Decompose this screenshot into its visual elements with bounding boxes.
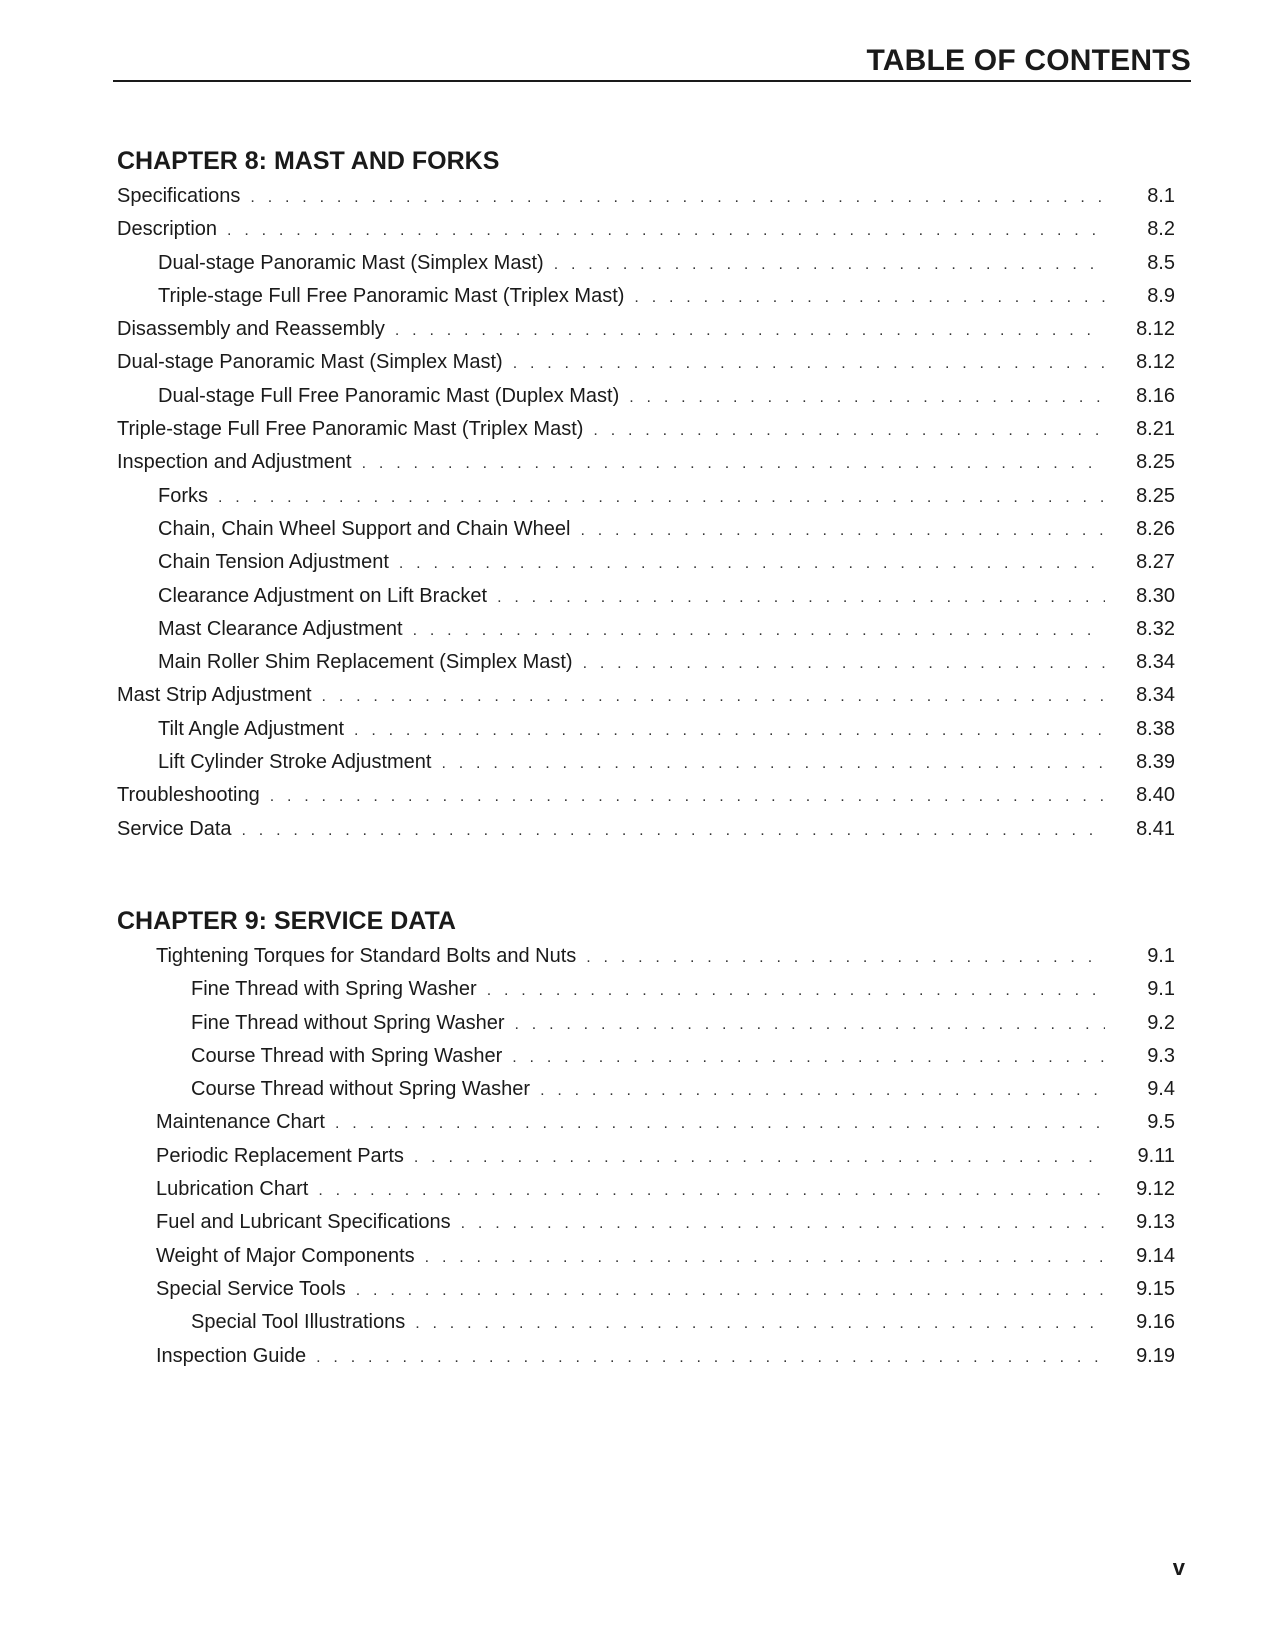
dot-leader xyxy=(362,447,1105,480)
toc-entry-page: 8.21 xyxy=(1136,418,1175,441)
chapter-8-section xyxy=(117,143,1175,846)
toc-entry-label: Inspection Guide xyxy=(156,1344,307,1367)
toc-entry-label: Dual-stage Panoramic Mast (Simplex Mast) xyxy=(117,351,503,374)
toc-entry-label: Chain Tension Adjustment xyxy=(158,551,389,574)
dot-leader xyxy=(497,581,1105,614)
toc-entry-label: Special Service Tools xyxy=(156,1277,346,1300)
toc-entry-fuel-lubricant[interactable] xyxy=(117,1206,1175,1239)
dot-leader xyxy=(218,481,1105,514)
toc-entry-page: 8.16 xyxy=(1136,384,1175,407)
toc-entry-label: Fine Thread with Spring Washer xyxy=(191,978,477,1001)
toc-entry-page: 8.30 xyxy=(1136,584,1175,607)
toc-entry-page: 9.2 xyxy=(1147,1011,1175,1034)
toc-entry-mast-clearance[interactable] xyxy=(117,613,1175,646)
toc-entry-inspection-guide[interactable] xyxy=(117,1340,1175,1373)
dot-leader xyxy=(634,281,1105,314)
toc-entry-lift-cylinder[interactable] xyxy=(117,746,1175,779)
dot-leader xyxy=(425,1241,1105,1274)
dot-leader xyxy=(322,680,1105,713)
toc-entry-label: Periodic Replacement Parts xyxy=(156,1144,404,1167)
toc-entry-maintenance-chart[interactable] xyxy=(117,1106,1175,1139)
toc-entry-page: 9.11 xyxy=(1137,1144,1175,1167)
toc-entry-page: 9.1 xyxy=(1147,978,1175,1001)
toc-entry-page: 9.12 xyxy=(1136,1178,1175,1201)
dot-leader xyxy=(441,747,1105,780)
dot-leader xyxy=(513,347,1105,380)
toc-entry-page: 8.32 xyxy=(1136,617,1175,640)
toc-entry-fine-thread-without-washer[interactable] xyxy=(117,1007,1175,1040)
toc-entry-page: 8.39 xyxy=(1136,751,1175,774)
toc-entry-fine-thread-with-washer[interactable] xyxy=(117,973,1175,1006)
dot-leader xyxy=(487,974,1105,1007)
dot-leader xyxy=(250,181,1105,214)
dot-leader xyxy=(461,1207,1105,1240)
toc-entry-page: 8.38 xyxy=(1136,717,1175,740)
toc-entry-page: 9.19 xyxy=(1136,1344,1175,1367)
toc-entry-page: 8.41 xyxy=(1136,817,1175,840)
toc-entry-page: 8.25 xyxy=(1136,451,1175,474)
chapter-8-toc-list xyxy=(117,180,1175,846)
toc-entry-label: Dual-stage Full Free Panoramic Mast (Duplex Mast) xyxy=(158,384,620,407)
toc-entry-label: Specifications xyxy=(117,185,241,207)
dot-leader xyxy=(316,1341,1105,1374)
dot-leader xyxy=(356,1274,1105,1307)
toc-entry-label: Lubrication Chart xyxy=(156,1178,309,1201)
toc-entry-label: Lift Cylinder Stroke Adjustment xyxy=(158,751,432,774)
toc-entry-label: Fuel and Lubricant Specifications xyxy=(156,1211,451,1234)
toc-entry-label: Special Tool Illustrations xyxy=(191,1311,406,1334)
dot-leader xyxy=(515,1008,1106,1041)
toc-entry-page: 9.3 xyxy=(1147,1044,1175,1067)
toc-entry-label: Clearance Adjustment on Lift Bracket xyxy=(158,584,488,607)
toc-entry-triple-stage-triplex[interactable] xyxy=(117,413,1175,446)
toc-entry-label: Maintenance Chart xyxy=(156,1111,325,1134)
toc-entry-label: Forks xyxy=(158,484,208,507)
toc-entry-dual-stage-duplex[interactable] xyxy=(117,380,1175,413)
toc-entry-label: Triple-stage Full Free Panoramic Mast (Triplex Mast) xyxy=(158,284,625,307)
dot-leader xyxy=(629,381,1105,414)
dot-leader xyxy=(586,941,1105,974)
toc-entry-description[interactable] xyxy=(117,213,1175,246)
page-title: TABLE OF CONTENTS xyxy=(866,44,1191,77)
toc-entry-page: 9.15 xyxy=(1136,1277,1175,1300)
toc-entry-label: Fine Thread without Spring Washer xyxy=(191,1011,505,1034)
chapter-8-title: CHAPTER 8: MAST AND FORKS xyxy=(117,147,500,175)
dot-leader xyxy=(399,547,1105,580)
toc-entry-label: Troubleshooting xyxy=(117,784,260,807)
toc-entry-clearance-lift-bracket[interactable] xyxy=(117,580,1175,613)
toc-entry-course-thread-without-washer[interactable] xyxy=(117,1073,1175,1106)
dot-leader xyxy=(413,614,1105,647)
toc-entry-lubrication-chart[interactable] xyxy=(117,1173,1175,1206)
toc-entry-disassembly-reassembly[interactable] xyxy=(117,313,1175,346)
toc-entry-forks[interactable] xyxy=(117,480,1175,513)
toc-entry-label: Description xyxy=(117,218,218,241)
toc-entry-mast-strip[interactable] xyxy=(117,679,1175,712)
toc-entry-tightening-torques[interactable] xyxy=(117,940,1175,973)
toc-entry-label: Tilt Angle Adjustment xyxy=(158,717,345,740)
dot-leader xyxy=(540,1074,1105,1107)
toc-entry-page: 9.4 xyxy=(1147,1078,1175,1101)
dot-leader xyxy=(242,814,1106,847)
toc-entry-page: 9.13 xyxy=(1136,1211,1175,1234)
toc-entry-specifications[interactable] xyxy=(117,180,1175,213)
toc-entry-page: 8.27 xyxy=(1136,551,1175,574)
chapter-9-title: CHAPTER 9: SERVICE DATA xyxy=(117,907,456,935)
toc-entry-label: Dual-stage Panoramic Mast (Simplex Mast) xyxy=(158,251,544,274)
toc-entry-page: 8.2 xyxy=(1147,218,1175,241)
toc-entry-special-tool-illustrations[interactable] xyxy=(117,1306,1175,1339)
dot-leader xyxy=(583,647,1105,680)
toc-entry-page: 9.5 xyxy=(1147,1111,1175,1134)
toc-entry-label: Chain, Chain Wheel Support and Chain Wheel xyxy=(158,517,571,540)
toc-entry-triple-stage-mast[interactable] xyxy=(117,280,1175,313)
toc-entry-label: Course Thread without Spring Washer xyxy=(191,1078,531,1101)
toc-entry-main-roller-shim[interactable] xyxy=(117,646,1175,679)
toc-entry-label: Service Data xyxy=(117,817,232,840)
toc-entry-periodic-replacement[interactable] xyxy=(117,1140,1175,1173)
toc-entry-label: Mast Strip Adjustment xyxy=(117,684,312,707)
toc-entry-label: Tightening Torques for Standard Bolts and Nuts xyxy=(156,945,577,967)
toc-entry-page: 9.14 xyxy=(1136,1244,1175,1267)
dot-leader xyxy=(270,780,1105,813)
toc-entry-troubleshooting[interactable] xyxy=(117,779,1175,812)
toc-entry-inspection-adjustment[interactable] xyxy=(117,446,1175,479)
toc-entry-label: Main Roller Shim Replacement (Simplex Mast) xyxy=(158,651,573,674)
toc-entry-chain-wheel[interactable] xyxy=(117,513,1175,546)
toc-entry-label: Disassembly and Reassembly xyxy=(117,318,385,341)
toc-entry-page: 8.5 xyxy=(1147,251,1175,274)
page-number: v xyxy=(1172,1555,1185,1580)
toc-entry-page: 8.34 xyxy=(1136,684,1175,707)
toc-entry-page: 8.34 xyxy=(1136,651,1175,674)
dot-leader xyxy=(354,714,1105,747)
toc-entry-weight-components[interactable] xyxy=(117,1240,1175,1273)
toc-entry-page: 8.26 xyxy=(1136,517,1175,540)
dot-leader xyxy=(593,414,1105,447)
dot-leader xyxy=(414,1141,1105,1174)
dot-leader xyxy=(512,1041,1105,1074)
page-header xyxy=(113,40,1191,82)
dot-leader xyxy=(415,1307,1105,1340)
dot-leader xyxy=(227,214,1105,247)
dot-leader xyxy=(554,248,1105,281)
toc-entry-page: 8.12 xyxy=(1136,351,1175,374)
toc-entry-page: 8.9 xyxy=(1147,284,1175,307)
toc-entry-page: 8.12 xyxy=(1136,318,1175,341)
toc-entry-chain-tension[interactable] xyxy=(117,546,1175,579)
chapter-9-toc-list xyxy=(117,940,1175,1373)
toc-entry-label: Weight of Major Components xyxy=(156,1244,415,1267)
toc-entry-label: Triple-stage Full Free Panoramic Mast (Triplex Mast) xyxy=(117,418,584,441)
toc-entry-label: Inspection and Adjustment xyxy=(117,451,352,474)
toc-entry-dual-stage-simplex[interactable] xyxy=(117,346,1175,379)
toc-entry-service-data[interactable] xyxy=(117,813,1175,846)
toc-entry-special-service-tools[interactable] xyxy=(117,1273,1175,1306)
toc-entry-page: 9.16 xyxy=(1136,1311,1175,1334)
toc-entry-page: 9.1 xyxy=(1147,945,1175,967)
toc-entry-course-thread-with-washer[interactable] xyxy=(117,1040,1175,1073)
toc-entry-page: 8.25 xyxy=(1136,484,1175,507)
toc-entry-dual-stage-panoramic-mast[interactable] xyxy=(117,247,1175,280)
toc-entry-label: Course Thread with Spring Washer xyxy=(191,1044,503,1067)
toc-entry-label: Mast Clearance Adjustment xyxy=(158,617,403,640)
toc-entry-page: 8.1 xyxy=(1147,185,1175,207)
dot-leader xyxy=(318,1174,1105,1207)
chapter-9-section xyxy=(117,903,1175,1373)
toc-entry-page: 8.40 xyxy=(1136,784,1175,807)
toc-entry-tilt-angle[interactable] xyxy=(117,713,1175,746)
dot-leader xyxy=(335,1107,1105,1140)
dot-leader xyxy=(395,314,1105,347)
dot-leader xyxy=(580,514,1105,547)
